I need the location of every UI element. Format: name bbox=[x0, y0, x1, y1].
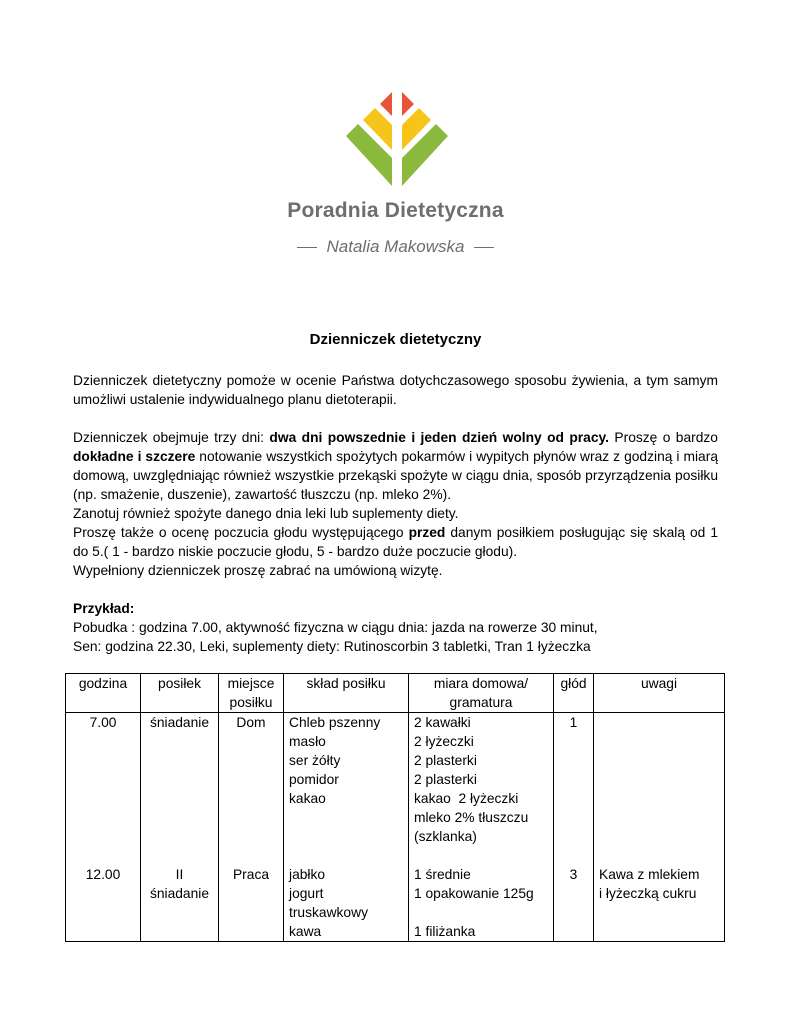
example-section bbox=[73, 599, 718, 656]
bring-diary-line: Wypełniony dzienniczek proszę zabrać na umówioną wizytę. bbox=[73, 563, 443, 578]
example-line-1: Pobudka : godzina 7.00, aktywność fizyczna w ciągu dnia: jazda na rowerze 30 minut, bbox=[73, 620, 598, 635]
header-godzina: godzina bbox=[66, 674, 141, 713]
instructions-part3: notowanie wszystkich spożytych pokarmów i wypitych płynów wraz z godziną i miarą domową, uwzględniając również wszystkie przekąski spożyte w ciągu dnia, sposób przyrządzenia posiłku (np. smażenie, duszenie), zawartość tłuszczu (np. mleko 2%). bbox=[73, 449, 718, 502]
cell-godzina: 7.00 12.00 bbox=[66, 713, 141, 942]
logo-red-petal-right bbox=[402, 92, 414, 116]
instructions-part2: Proszę o bardzo bbox=[609, 430, 718, 445]
diary-table bbox=[65, 673, 725, 942]
example-heading: Przykład: bbox=[73, 601, 135, 616]
logo-red-petal-left bbox=[380, 92, 392, 116]
cell-sklad: Chleb pszenny masło ser żółty pomidor kakao jabłko jogurt truskawkowy kawa bbox=[284, 713, 409, 942]
cell-uwagi: Kawa z mlekiem i łyżeczką cukru bbox=[594, 713, 725, 942]
intro-text: Dzienniczek dietetyczny pomoże w ocenie Państwa dotychczasowego sposobu żywienia, a tym samym umożliwi ustalenie indywidualnego planu dietoterapii. bbox=[73, 373, 718, 407]
header-posilek: posiłek bbox=[141, 674, 219, 713]
intro-paragraph bbox=[73, 371, 718, 409]
header-uwagi: uwagi bbox=[594, 674, 725, 713]
instructions-paragraph bbox=[73, 428, 718, 580]
instructions-bold-accurate: dokładne i szczere bbox=[73, 449, 196, 464]
hunger-bold-before: przed bbox=[408, 525, 446, 540]
hunger-part1: Proszę także o ocenę poczucia głodu występującego bbox=[73, 525, 409, 540]
header-sklad: skład posiłku bbox=[284, 674, 409, 713]
brand-subtitle-text: Natalia Makowska bbox=[326, 237, 465, 256]
instructions-bold-days: dwa dni powszednie i jeden dzień wolny od pracy. bbox=[269, 430, 609, 445]
brand-subtitle bbox=[0, 237, 791, 256]
hunger-part2: danym posiłkiem posługując się skalą od 1 do 5.( 1 - bardzo niskie poczucie głodu, 5 - bardzo duże poczucie głodu). bbox=[73, 525, 718, 559]
cell-posilek: śniadanie II śniadanie bbox=[141, 713, 219, 942]
header-glod: głód bbox=[554, 674, 594, 713]
subtitle-dash-left bbox=[297, 247, 317, 249]
example-line-2: Sen: godzina 22.30, Leki, suplementy diety: Rutinoscorbin 3 tabletki, Tran 1 łyżeczka bbox=[73, 639, 591, 654]
header-miara: miara domowa/ gramatura bbox=[409, 674, 554, 713]
cell-miejsce: Dom Praca bbox=[219, 713, 284, 942]
company-logo bbox=[0, 0, 791, 270]
table-row bbox=[66, 713, 725, 942]
header-miejsce: miejsce posiłku bbox=[219, 674, 284, 713]
brand-name: Poradnia Dietetyczna bbox=[287, 199, 504, 222]
subtitle-dash-right bbox=[474, 247, 494, 249]
instructions-part1: Dzienniczek obejmuje trzy dni: bbox=[73, 430, 270, 445]
cell-miara: 2 kawałki 2 łyżeczki 2 plasterki 2 plasterki kakao 2 łyżeczki mleko 2% tłuszczu (szklanka) 1 średnie 1 opakowanie 125g 1 filiżanka bbox=[409, 713, 554, 942]
instructions-text bbox=[73, 428, 718, 504]
hunger-scale-text bbox=[73, 523, 718, 561]
document-title: Dzienniczek dietetyczny bbox=[309, 331, 482, 348]
cell-glod: 1 3 bbox=[554, 713, 594, 942]
supplements-line: Zanotuj również spożyte danego dnia leki lub suplementy diety. bbox=[73, 506, 459, 521]
table-header-row bbox=[66, 674, 725, 713]
